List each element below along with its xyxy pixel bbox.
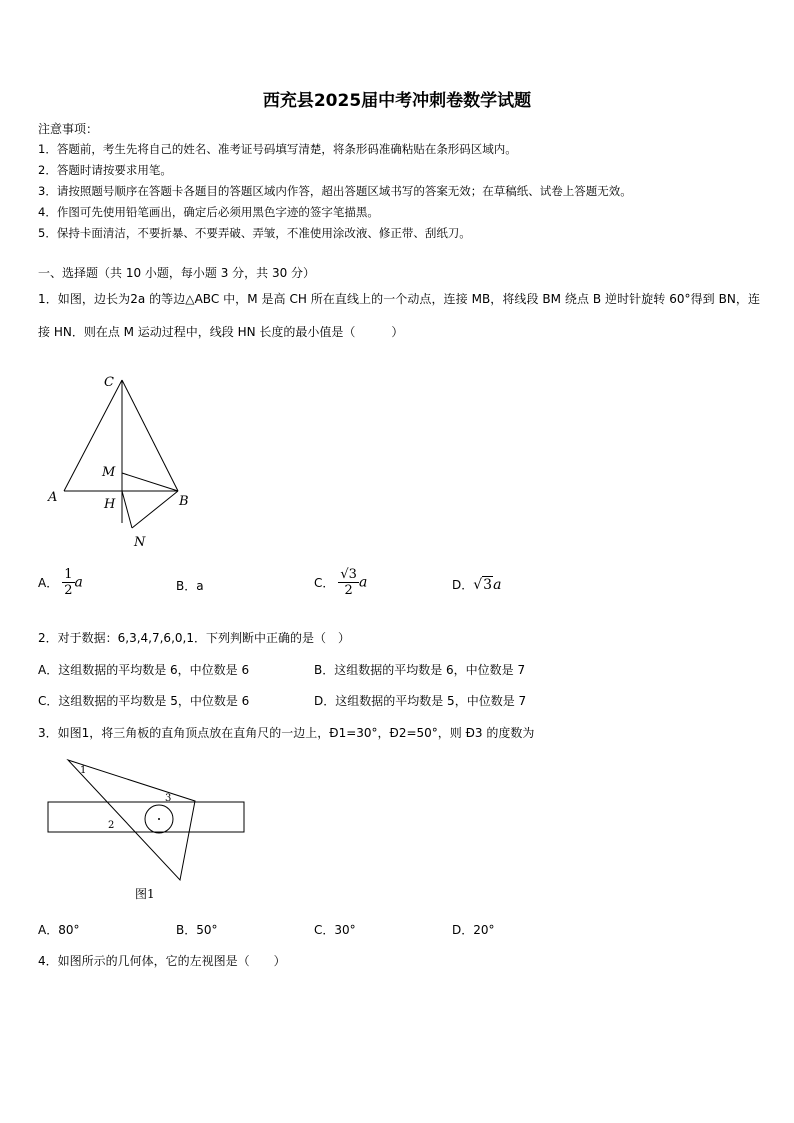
q2-option-b[interactable]: B．这组数据的平均数是 6，中位数是 7 [314,663,526,677]
q3-option-c[interactable]: C．30° [314,923,356,937]
q1-option-d[interactable] [452,576,501,593]
q1-option-b[interactable]: B．a [176,579,204,593]
angle-2-label: 2 [108,820,115,831]
q1-option-a-label: A． [38,576,59,590]
fraction-denominator: 2 [344,583,353,598]
figure-caption: 图1 [135,887,155,901]
q1-option-a[interactable] [38,567,83,598]
fraction-numerator: √3 [340,567,357,582]
label-n: N [134,535,146,550]
q2-option-d[interactable]: D．这组数据的平均数是 5，中位数是 7 [314,694,527,708]
fraction-numerator: 1 [64,567,73,582]
note-item-1: 1．答题前，考生先将自己的姓名、准考证号码填写清楚，将条形码准确粘贴在条形码区域内。 [38,142,517,156]
variable-a: a [358,574,368,591]
q1-option-c[interactable] [314,567,367,598]
segment-mb [122,473,178,491]
question-4-text: 4．如图所示的几何体，它的左视图是（ ） [38,954,286,968]
hole-center-dot [158,818,160,820]
question-1-text: 1．如图，边长为2a 的等边△ABC 中，M 是高 CH 所在直线上的一个动点，连接 MB，将线段 BM 绕点 B 逆时针旋转 60°得到 BN，连接 HN．则在点 M 运动过程中，线段 HN 长度的最小值是（ ） [38,292,760,339]
q1-option-c-label: C． [314,576,335,590]
fraction-root3-half [338,567,359,598]
label-c: C [104,375,114,390]
page-title: 西充县2025届中考冲刺卷数学试题 [262,91,532,111]
label-b: B [179,494,189,509]
note-item-2: 2．答题时请按要求用笔。 [38,163,172,177]
angle-1-label: 1 [80,765,87,776]
fraction-denominator: 2 [64,583,73,598]
label-m: M [102,465,116,480]
label-h: H [104,497,116,512]
label-a: A [48,490,58,505]
variable-a: a [74,574,83,591]
segment-bn [132,491,178,528]
question-1-figure [40,368,200,553]
ruler [48,802,244,832]
note-item-3: 3．请按照题号顺序在答题卡各题目的答题区域内作答，超出答题区域书写的答案无效；在草稿纸、试卷上答题无效。 [38,184,632,198]
side-cb [122,380,178,491]
q3-option-d[interactable]: D．20° [452,923,495,937]
angle-3-label: 3 [165,793,172,804]
note-item-5: 5．保持卡面清洁，不要折暴、不要弄破、弄皱，不准使用涂改液、修正带、刮纸刀。 [38,226,471,240]
fraction-one-half [62,567,74,598]
question-2-text: 2．对于数据：6,3,4,7,6,0,1．下列判断中正确的是（ ） [38,631,350,645]
q2-option-c[interactable]: C．这组数据的平均数是 5，中位数是 6 [38,694,250,708]
set-square [68,760,195,880]
notes-heading: 注意事项： [38,122,99,136]
variable-a: a [493,577,502,593]
question-3-figure [40,752,255,907]
segment-hn [122,491,132,528]
q2-option-a[interactable]: A．这组数据的平均数是 6，中位数是 6 [38,663,250,677]
sqrt-3 [473,576,493,593]
q1-option-d-label: D． [452,578,474,592]
section-heading: 一、选择题（共 10 小题，每小题 3 分，共 30 分） [38,266,316,280]
q3-option-b[interactable]: B．50° [176,923,218,937]
question-3-text: 3．如图1，将三角板的直角顶点放在直角尺的一边上，Ð1=30°，Ð2=50°，则 Ð3 的度数为 [38,726,535,740]
radicand: 3 [483,577,493,593]
radical-sign: √ [473,577,483,593]
note-item-4: 4．作图可先使用铅笔画出，确定后必须用黑色字迹的签字笔描黑。 [38,205,379,219]
q3-option-a[interactable]: A．80° [38,923,80,937]
